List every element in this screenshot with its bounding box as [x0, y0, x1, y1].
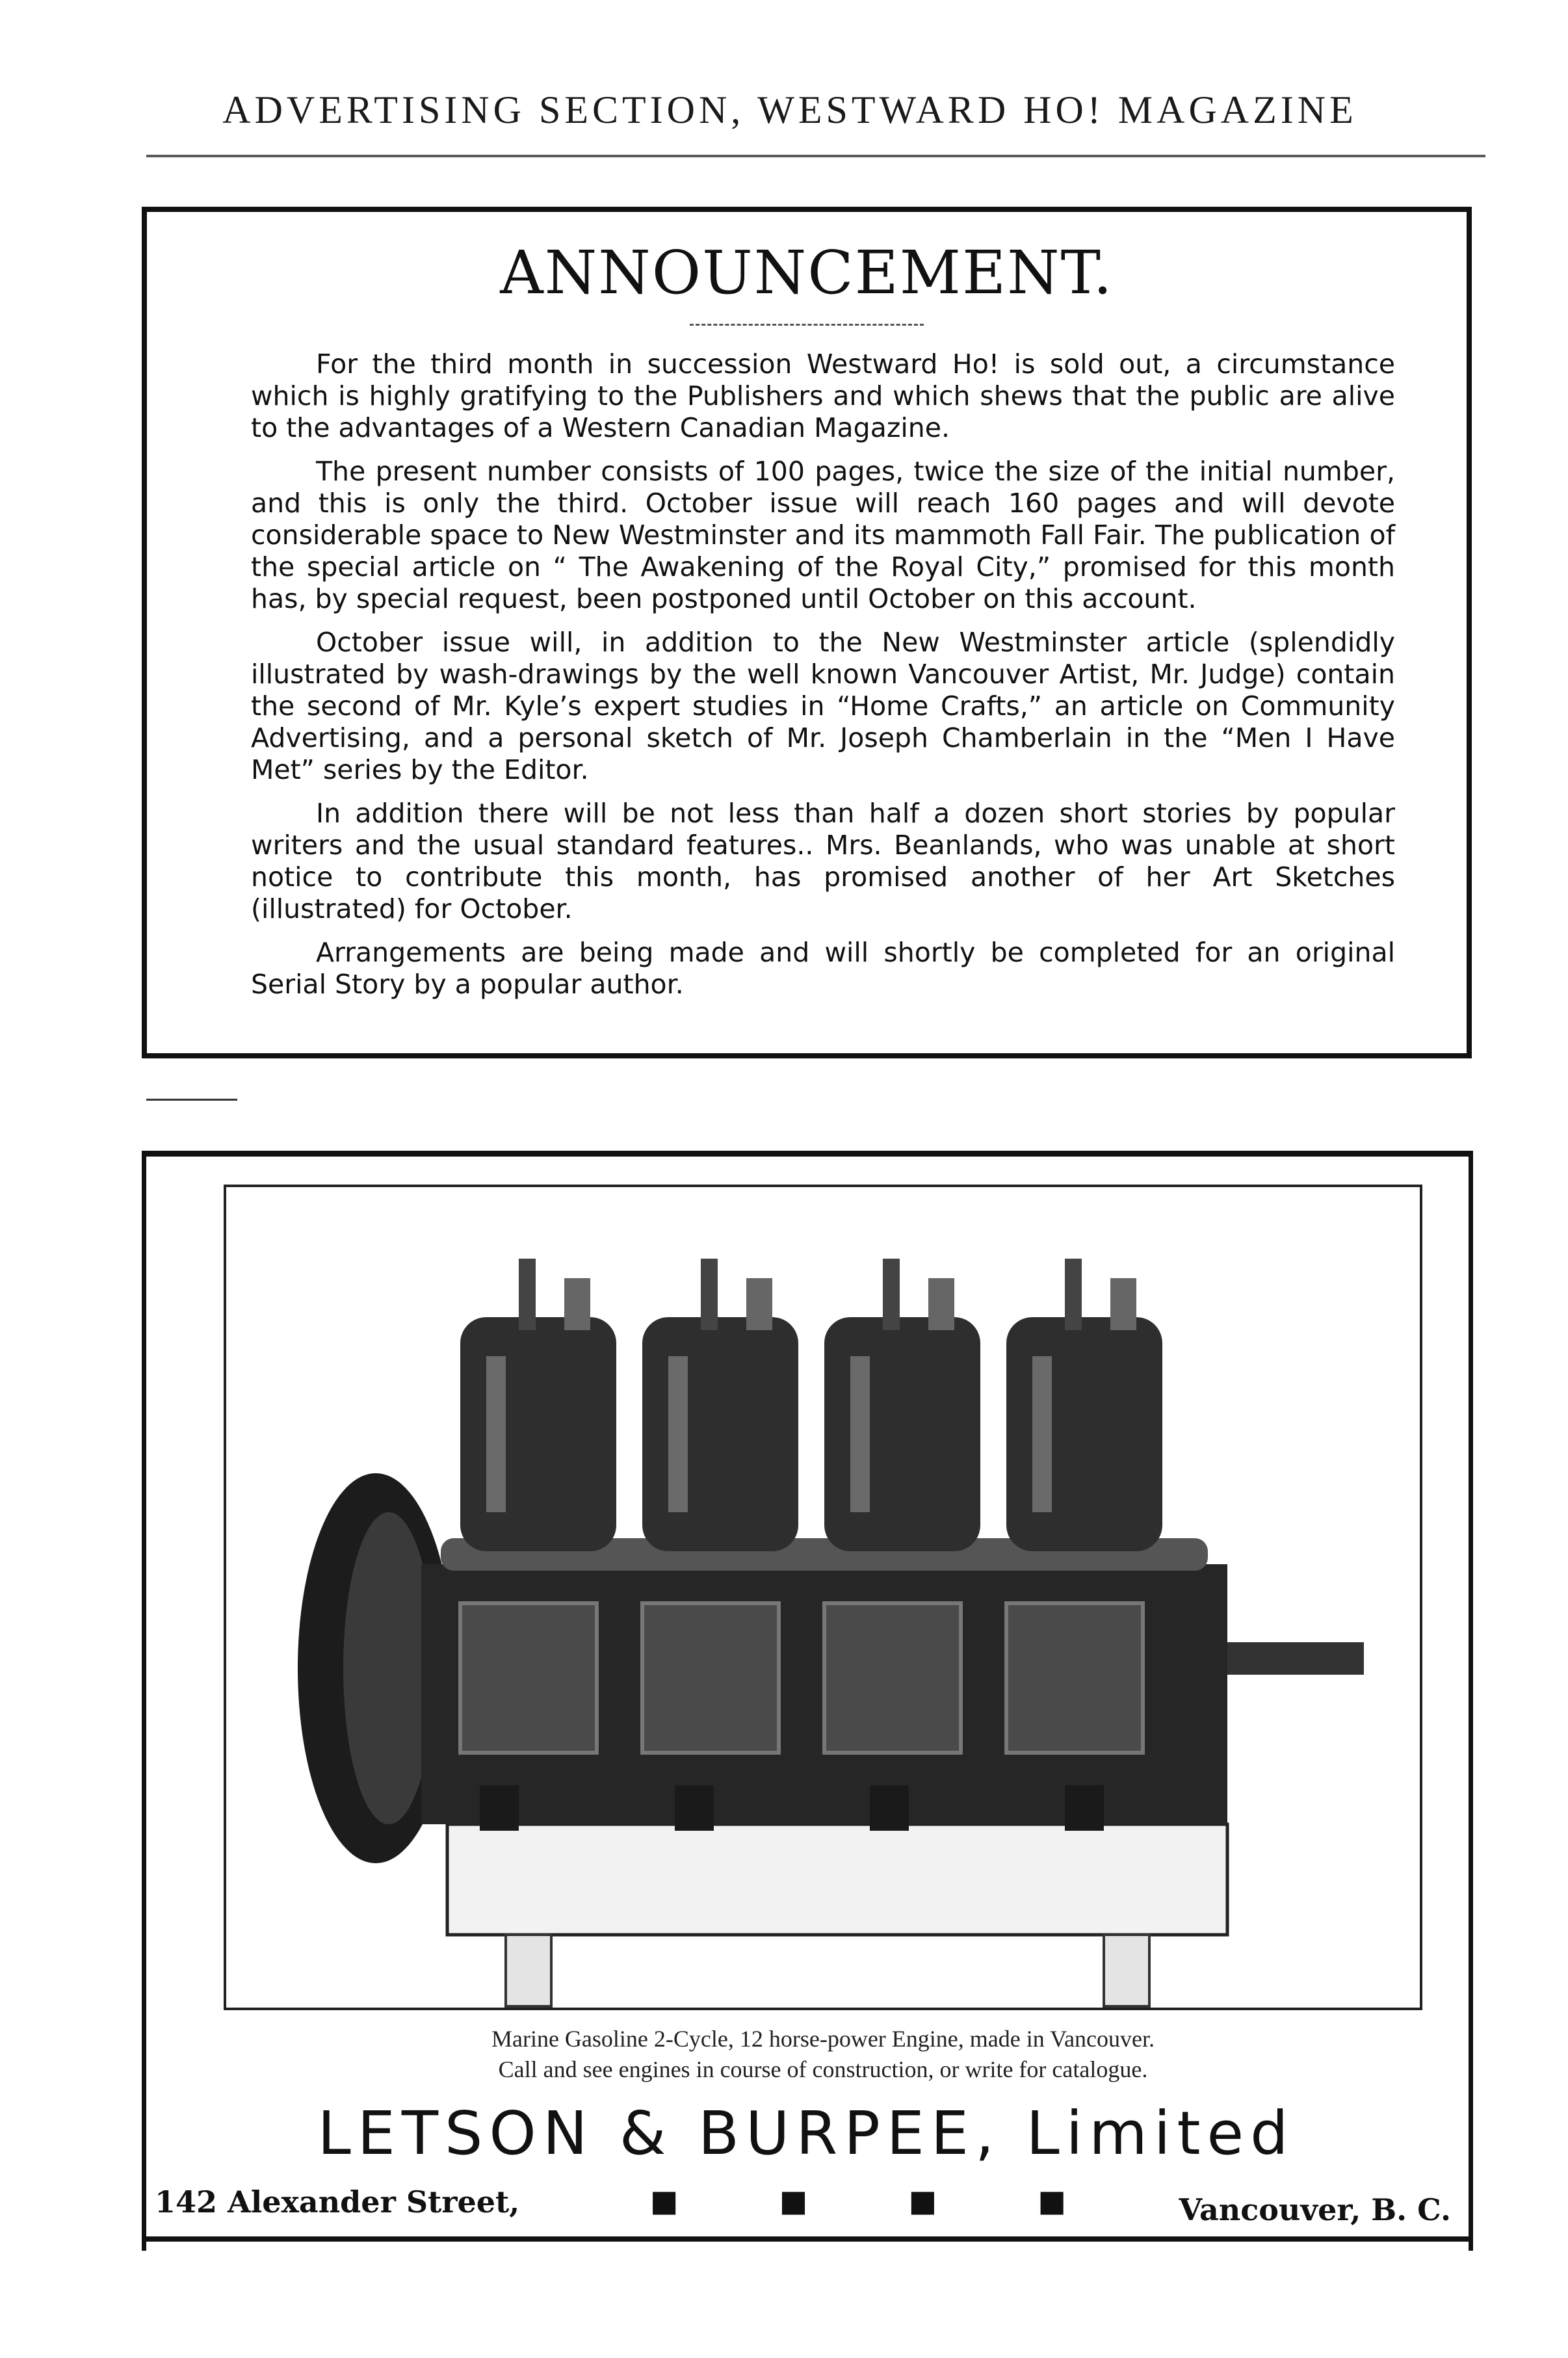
section-divider — [146, 1099, 237, 1101]
street-address: 142 Alexander Street, — [155, 2184, 520, 2220]
announcement-body — [251, 348, 1395, 1012]
separator-mark: ■ — [650, 2183, 679, 2218]
running-header: ADVERTISING SECTION, WESTWARD HO! MAGAZINE — [222, 88, 1357, 131]
separator-mark: ■ — [779, 2183, 808, 2218]
announcement-paragraph: Arrangements are being made and will shortly be completed for an original Serial Story by a popular author. — [251, 937, 1395, 1000]
separator-mark: ■ — [1038, 2183, 1066, 2218]
announcement-paragraph: The present number consists of 100 pages, twice the size of the initial number, and this is only the third. October issue will reach 160 pages and will devote considerable space to New Westminster and its mammoth Fall Fair. The publication of the special article on “ The Awakening of the Royal City,” promised for this month has, by special request, been postponed until October on this account. — [251, 456, 1395, 614]
city-location: Vancouver, B. C. — [1179, 2192, 1451, 2227]
title-divider — [690, 324, 924, 326]
announcement-paragraph: For the third month in succession Westward Ho! is sold out, a circumstance which is highly gratifying to the Publishers and which shews that the public are alive to the advantages of a Western Canadian Magazine. — [251, 348, 1395, 443]
engine-photograph — [224, 1185, 1422, 2010]
separator-marks — [650, 2183, 1066, 2218]
engine-caption: Marine Gasoline 2-Cycle, 12 horse-power Engine, made in Vancouver. — [491, 2026, 1155, 2052]
company-name: LETSON & BURPEE, Limited — [317, 2099, 1295, 2168]
engine-illustration — [226, 1187, 1420, 2008]
announcement-paragraph: In addition there will be not less than half a dozen short stories by popular writers and the usual standard features.. Mrs. Beanlands, who was unable at short notice to contribute this month, has promised another of her Art Sketches (illustrated) for October. — [251, 798, 1395, 924]
announcement-title: ANNOUNCEMENT. — [500, 238, 1114, 308]
header-divider — [146, 155, 1485, 157]
announcement-box — [142, 207, 1472, 1058]
catalogue-note: Call and see engines in course of construction, or write for catalogue. — [498, 2056, 1148, 2082]
announcement-paragraph: October issue will, in addition to the New Westminster article (splendidly illustrated by wash-drawings by the well known Vancouver Artist, Mr. Judge) contain the second of Mr. Kyle’s expert studies in “Home Crafts,” an article on Community Advertising, and a personal sketch of Mr. Joseph Chamberlain in the “Men I Have Met” series by the Editor. — [251, 627, 1395, 785]
advertisement-bottom-rule — [142, 2236, 1473, 2242]
separator-mark: ■ — [908, 2183, 937, 2218]
